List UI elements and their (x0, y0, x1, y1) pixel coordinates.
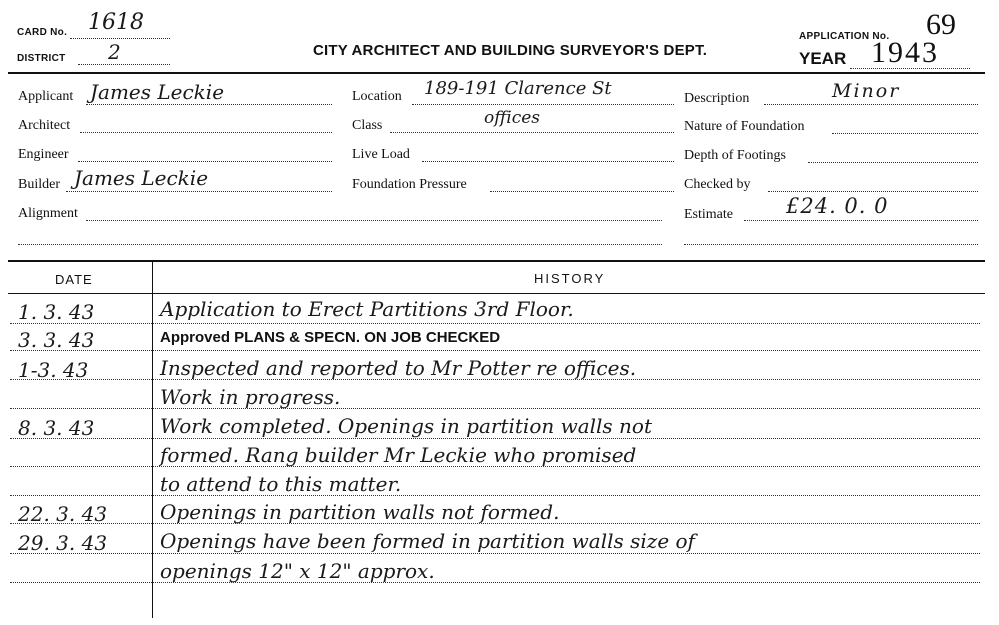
year-value: 1943 (871, 36, 939, 69)
history-row-date: 1. 3. 43 (18, 300, 95, 324)
description-value: Minor (832, 80, 901, 102)
nature-of-foundation-label: Nature of Foundation (684, 119, 805, 134)
alignment-label: Alignment (18, 206, 78, 221)
applicant-label: Applicant (18, 89, 74, 104)
description-label: Description (684, 91, 750, 106)
estimate-value: £24. 0. 0 (786, 194, 889, 218)
history-column-header: HISTORY (534, 271, 606, 286)
application-number-label: APPLICATION No. (799, 31, 890, 42)
history-row-date: 1-3. 43 (18, 358, 89, 382)
history-row-date: 3. 3. 43 (18, 328, 95, 352)
header-divider (8, 72, 985, 74)
applicant-value: James Leckie (90, 80, 225, 104)
card-number-label: CARD No. (17, 27, 68, 38)
history-row-text: Inspected and reported to Mr Potter re offices. (160, 356, 637, 380)
history-row-text: formed. Rang builder Mr Leckie who promised (160, 443, 637, 467)
location-value: 189-191 Clarence St (424, 78, 612, 99)
history-row-text: Application to Erect Partitions 3rd Floor. (160, 297, 574, 321)
engineer-label: Engineer (18, 147, 69, 162)
checked-by-label: Checked by (684, 177, 751, 192)
live-load-label: Live Load (352, 147, 410, 162)
estimate-label: Estimate (684, 207, 733, 222)
architect-label: Architect (18, 118, 71, 133)
builder-value: James Leckie (74, 166, 209, 190)
history-row-date: 29. 3. 43 (18, 531, 108, 555)
foundation-pressure-label: Foundation Pressure (352, 177, 467, 192)
history-row-date: 22. 3. 43 (18, 502, 108, 526)
builder-label: Builder (18, 177, 60, 192)
history-row-text: Approved PLANS & SPECN. ON JOB CHECKED (160, 329, 501, 346)
district-label: DISTRICT (17, 53, 66, 64)
date-column-divider (152, 262, 153, 618)
history-row-text: to attend to this matter. (160, 472, 402, 496)
depth-of-footings-label: Depth of Footings (684, 148, 786, 163)
history-row-text: Work in progress. (160, 385, 341, 409)
history-row-text: Openings in partition walls not formed. (160, 500, 560, 524)
year-label: YEAR (799, 49, 847, 68)
table-header-rule (8, 293, 985, 294)
table-top-rule (8, 260, 985, 262)
card-number-value: 1618 (88, 10, 144, 35)
class-label: Class (352, 118, 383, 133)
class-value: offices (484, 108, 541, 128)
history-row-date: 8. 3. 43 (18, 416, 95, 440)
application-number-value: 69 (926, 8, 956, 41)
history-row-text: Work completed. Openings in partition walls not (160, 414, 653, 438)
location-label: Location (352, 89, 402, 104)
history-row-text: openings 12" x 12" approx. (160, 559, 435, 583)
date-column-header: DATE (55, 272, 93, 287)
history-row-text: Openings have been formed in partition walls size of (160, 529, 695, 553)
district-value: 2 (108, 40, 121, 64)
department-title: CITY ARCHITECT AND BUILDING SURVEYOR'S DEPT. (313, 42, 708, 59)
